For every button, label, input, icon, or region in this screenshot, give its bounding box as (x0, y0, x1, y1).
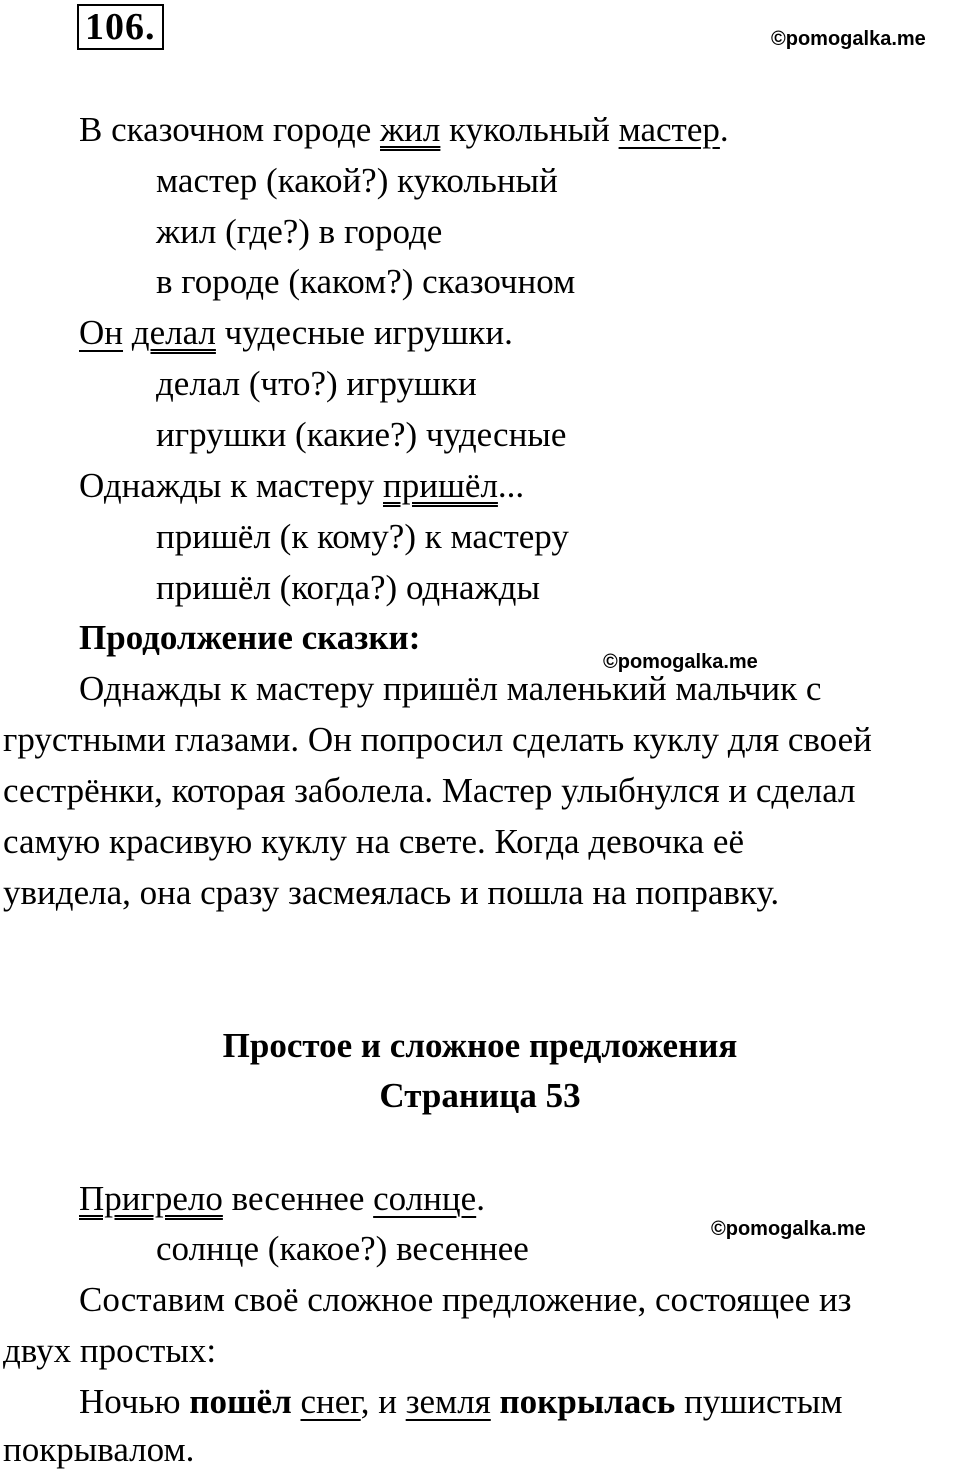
story-line: грустными глазами. Он попросил сделать куклу для своей (3, 720, 872, 759)
watermark: ©pomogalka.me (771, 28, 926, 50)
sentence-5: Ночью пошёл снег, и земля покрылась пушистым (79, 1382, 843, 1421)
continuation-heading: Продолжение сказки: (79, 618, 421, 657)
compose-line: Составим своё сложное предложение, состоящее из (79, 1280, 852, 1319)
predicate: пришёл (383, 466, 498, 505)
story-line: самую красивую куклу на свете. Когда девочка её (3, 822, 744, 861)
subject: снег (300, 1382, 361, 1421)
predicate: Пригрело (79, 1179, 223, 1218)
subject: мастер (618, 110, 720, 149)
story-line: увидела, она сразу засмеялась и пошла на поправку. (3, 873, 780, 912)
question-line: пришёл (к кому?) к мастеру (156, 517, 569, 556)
section-title: Простое и сложное предложения (222, 1026, 738, 1065)
question-line: солнце (какое?) весеннее (156, 1229, 529, 1268)
question-line: игрушки (какие?) чудесные (156, 415, 567, 454)
sentence-4: Пригрело весеннее солнце. (79, 1179, 485, 1218)
predicate: делал (131, 313, 216, 352)
sentence-2: Он делал чудесные игрушки. (79, 313, 513, 352)
exercise-number: 106. (77, 4, 164, 50)
question-line: жил (где?) в городе (156, 212, 443, 251)
question-line: в городе (каком?) сказочном (156, 262, 576, 301)
predicate: покрылась (499, 1382, 676, 1421)
story-line: сестрёнки, которая заболела. Мастер улыбнулся и сделал (3, 771, 856, 810)
predicate: пошёл (189, 1382, 292, 1421)
subject: земля (405, 1382, 491, 1421)
sentence-3: Однажды к мастеру пришёл... (79, 466, 525, 505)
page-label: Страница 53 (379, 1076, 581, 1115)
watermark: ©pomogalka.me (711, 1218, 866, 1240)
question-line: мастер (какой?) кукольный (156, 161, 558, 200)
subject: солнце (373, 1179, 477, 1218)
sentence-1: В сказочном городе жил кукольный мастер. (79, 110, 729, 149)
subject: Он (79, 313, 124, 352)
watermark: ©pomogalka.me (603, 651, 758, 673)
story-line: Однажды к мастеру пришёл маленький мальчик с (79, 669, 822, 708)
question-line: делал (что?) игрушки (156, 364, 477, 403)
question-line: пришёл (когда?) однажды (156, 568, 541, 607)
compose-line: двух простых: (3, 1331, 217, 1370)
predicate: жил (380, 110, 441, 149)
sentence-5-end: покрывалом. (3, 1430, 195, 1469)
